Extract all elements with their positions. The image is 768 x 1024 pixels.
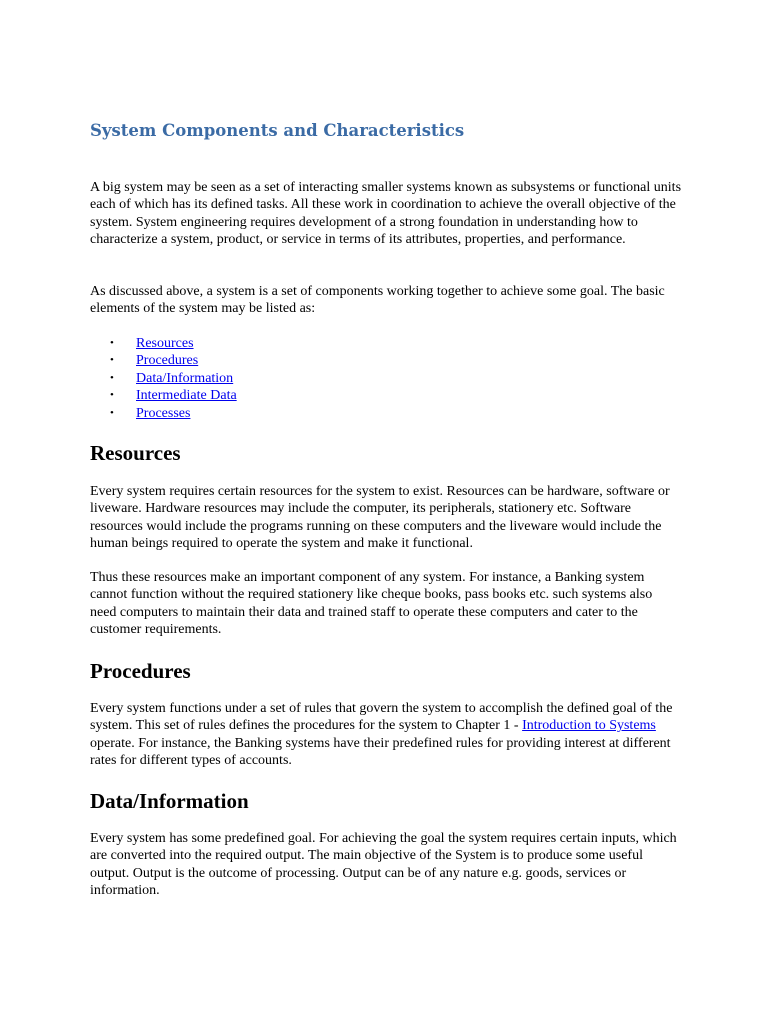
link-procedures[interactable]: Procedures bbox=[136, 353, 199, 369]
link-intermediate-data[interactable]: Intermediate Data bbox=[136, 388, 237, 404]
resources-paragraph-2: Thus these resources make an important component of any system. For instance, a Banking system cannot function without the required stationery like cheque books, pass books etc. such systems also need computers to maintain their data and trained staff to operate these computers and cater to the customer requirements. bbox=[90, 570, 653, 638]
link-introduction-to-systems[interactable]: Introduction to Systems bbox=[522, 718, 656, 734]
list-item bbox=[110, 335, 237, 352]
bullet-icon: • bbox=[110, 389, 114, 402]
bullet-icon: • bbox=[110, 371, 114, 384]
list-item bbox=[110, 405, 237, 422]
data-information-paragraph-1: Every system has some predefined goal. For achieving the goal the system requires certain inputs, which are converted into the required output. The main objective of the System is to produce some useful output. Output is the outcome of processing. Output can be of any nature e.g. goods, services or information. bbox=[90, 831, 677, 899]
procedures-paragraph-1 bbox=[90, 700, 682, 770]
procedures-text-before: Every system functions under a set of rules that govern the system to accomplish the defined goal of the system. This set of rules defines the procedures for the system to Chapter 1 - bbox=[90, 701, 673, 734]
procedures-text-after: operate. For instance, the Banking systems have their predefined rules for providing interest at different rates for different types of accounts. bbox=[90, 735, 671, 769]
link-processes[interactable]: Processes bbox=[136, 405, 191, 421]
list-item bbox=[110, 352, 237, 369]
bullet-icon: • bbox=[110, 337, 114, 349]
intro-paragraph-1: A big system may be seen as a set of interacting smaller systems known as subsystems or functional units each of which has its defined tasks. All these work in coordination to achieve the overall objective of the system. System engineering requires development of a strong foundation in understanding how to characterize a system, product, or service in terms of its attributes, properties, and performance. bbox=[90, 180, 682, 248]
intro-paragraph-2: As discussed above, a system is a set of components working together to achieve some goal. The basic elements of the system may be listed as: bbox=[90, 284, 665, 317]
bullet-icon: • bbox=[110, 354, 114, 367]
list-item bbox=[110, 370, 237, 387]
components-list bbox=[110, 335, 237, 422]
list-item bbox=[110, 387, 237, 404]
bullet-icon: • bbox=[110, 406, 114, 419]
page-title: System Components and Characteristics bbox=[90, 121, 465, 140]
resources-paragraph-1: Every system requires certain resources for the system to exist. Resources can be hardware, software or liveware. Hardware resources may include the computer, its peripherals, stationery etc. Software resources would include the programs running on these computers and the liveware would include the human beings required to operate the system and make it functional. bbox=[90, 484, 670, 552]
link-data-information[interactable]: Data/Information bbox=[136, 370, 234, 386]
link-resources[interactable]: Resources bbox=[136, 336, 194, 351]
heading-resources: Resources bbox=[90, 441, 181, 465]
heading-procedures: Procedures bbox=[90, 659, 191, 683]
heading-data-information: Data/Information bbox=[90, 789, 249, 813]
